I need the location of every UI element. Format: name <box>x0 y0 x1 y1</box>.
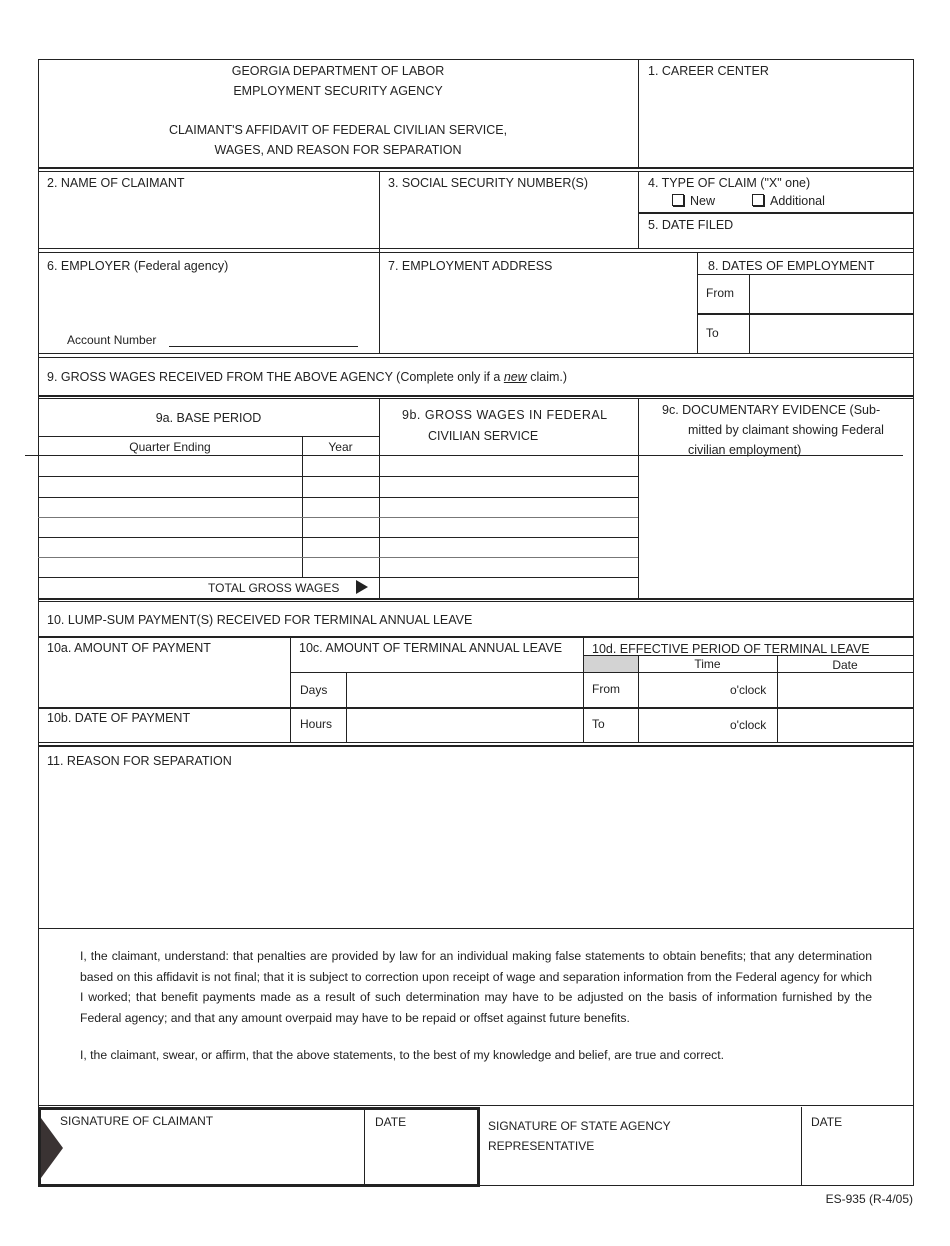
employment-from-input[interactable] <box>750 275 912 312</box>
to-label: To <box>706 326 719 340</box>
new-label: New <box>690 194 716 208</box>
new-claim-checkbox[interactable] <box>672 194 715 208</box>
date-filed-field[interactable]: 5. DATE FILED <box>648 218 734 232</box>
checkbox-icon[interactable] <box>752 194 764 206</box>
ssn-field[interactable]: 3. SOCIAL SECURITY NUMBER(S) <box>388 176 589 190</box>
time-header: Time <box>694 657 721 671</box>
year-header: Year <box>328 440 353 454</box>
checkbox-icon[interactable] <box>672 194 684 206</box>
effective-period-label: 10d. EFFECTIVE PERIOD OF TERMINAL LEAVE <box>592 642 870 656</box>
wage-row[interactable] <box>38 557 638 558</box>
wage-row[interactable] <box>38 577 638 578</box>
state-agency-signature-field[interactable]: SIGNATURE OF STATE AGENCY REPRESENTATIVE <box>488 1119 671 1153</box>
terminal-leave-label: 10c. AMOUNT OF TERMINAL ANNUAL LEAVE <box>299 641 563 655</box>
total-gross-wages-label: TOTAL GROSS WAGES <box>208 581 340 595</box>
form-subtitle: WAGES, AND REASON FOR SEPARATION <box>214 143 462 157</box>
agency-subname: EMPLOYMENT SECURITY AGENCY <box>233 84 443 98</box>
gross-wages-header: 9b. GROSS WAGES IN FEDERAL <box>402 408 608 422</box>
agency-date-field[interactable]: DATE <box>811 1115 843 1129</box>
quarter-ending-header: Quarter Ending <box>129 440 211 454</box>
reason-for-separation-field[interactable]: 11. REASON FOR SEPARATION <box>47 754 232 768</box>
hours-label: Hours <box>300 717 333 731</box>
signature-of-claimant-label: SIGNATURE OF CLAIMANT <box>60 1114 214 1128</box>
from-label: From <box>706 286 734 300</box>
date-of-payment-field[interactable]: 10b. DATE OF PAYMENT <box>47 711 191 725</box>
days-label: Days <box>300 683 328 697</box>
gross-wages-title: 9. GROSS WAGES RECEIVED FROM THE ABOVE AGENCY (Complete only if a new claim.) <box>47 370 568 384</box>
from-label: From <box>592 682 620 696</box>
agency-name: GEORGIA DEPARTMENT OF LABOR <box>231 64 445 78</box>
arrow-right-icon <box>356 580 368 594</box>
employment-address-field[interactable]: 7. EMPLOYMENT ADDRESS <box>388 259 553 273</box>
hours-input[interactable] <box>347 709 582 741</box>
shaded-cell <box>584 656 638 672</box>
gross-wages-header-2: CIVILIAN SERVICE <box>428 429 539 443</box>
to-label: To <box>592 717 605 731</box>
additional-label: Additional <box>770 194 825 208</box>
affirmation-statement: I, the claimant, swear, or affirm, that the above statements, to the best of my knowledge and belief, are true and correct. <box>80 1048 725 1062</box>
additional-claim-checkbox[interactable] <box>752 194 825 208</box>
career-center-field[interactable]: 1. CAREER CENTER <box>648 64 769 78</box>
account-number-input[interactable] <box>169 346 358 347</box>
employer-field[interactable]: 6. EMPLOYER (Federal agency) <box>47 259 229 273</box>
wage-row[interactable] <box>38 517 638 518</box>
affidavit-statement: I, the claimant, understand: that penalties are provided by law for an individual making false statements to obtain benefits; that any determination based on this affidavit is not final; that it is subject to correction upon receipt of wage and separation information from the Federal agency for which I worked; that benefit payments made as a result of such determination may have to be adjusted on the basis of information furnished by the Federal agency; and that any amount overpaid may have to be repaid or offset against future benefits. <box>80 949 872 1025</box>
from-oclock[interactable]: o'clock <box>730 683 767 697</box>
wage-row[interactable] <box>38 476 638 477</box>
days-input[interactable] <box>347 673 582 706</box>
form-number: ES-935 (R-4/05) <box>825 1192 913 1206</box>
to-oclock[interactable]: o'clock <box>730 718 767 732</box>
date-header: Date <box>832 658 858 672</box>
amount-of-payment-field[interactable]: 10a. AMOUNT OF PAYMENT <box>47 641 211 655</box>
lump-sum-title: 10. LUMP-SUM PAYMENT(S) RECEIVED FOR TERMINAL ANNUAL LEAVE <box>47 613 473 627</box>
wage-row[interactable] <box>38 537 638 538</box>
documentary-evidence-label: 9c. DOCUMENTARY EVIDENCE (Sub- mitted by claimant showing Federal civilian employment) <box>662 403 884 457</box>
claim-type-label: 4. TYPE OF CLAIM ("X" one) <box>648 176 811 190</box>
form-title: CLAIMANT'S AFFIDAVIT OF FEDERAL CIVILIAN SERVICE, <box>168 123 508 137</box>
wage-row[interactable] <box>38 497 638 498</box>
employment-to-input[interactable] <box>750 315 912 352</box>
claimant-date-field[interactable]: DATE <box>375 1115 407 1129</box>
account-number-label: Account Number <box>67 333 157 347</box>
claimant-name-field[interactable]: 2. NAME OF CLAIMANT <box>47 176 185 190</box>
dates-of-employment-label: 8. DATES OF EMPLOYMENT <box>708 259 875 273</box>
base-period-label: 9a. BASE PERIOD <box>155 411 262 425</box>
